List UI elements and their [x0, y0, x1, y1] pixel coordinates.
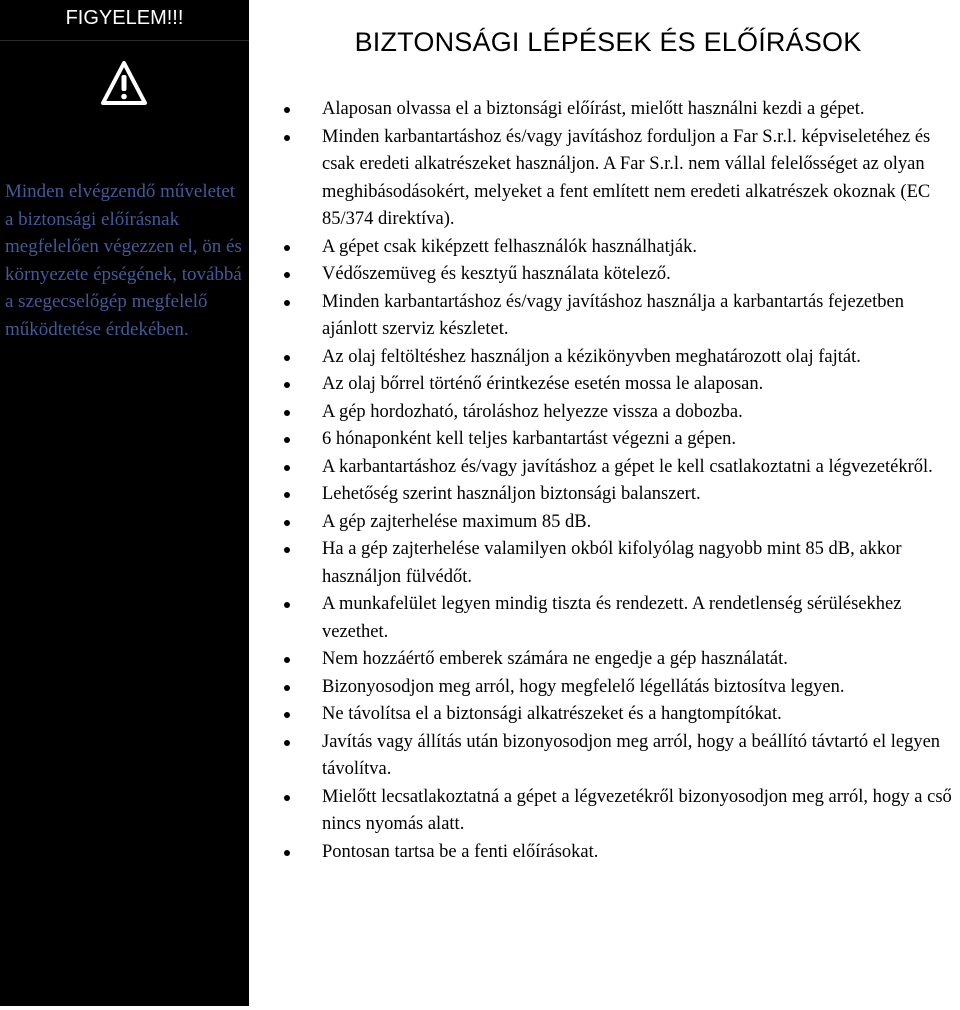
bullet-icon [284, 520, 290, 526]
rule-item [262, 124, 958, 234]
rule-item [262, 839, 958, 867]
rule-text: Az olaj feltöltéshez használjon a kézikönyvben meghatározott olaj fajtát. [322, 346, 861, 367]
rule-item [262, 591, 958, 646]
rule-text: Ne távolítsa el a biztonsági alkatrészeket és a hangtompítókat. [322, 704, 782, 724]
bullet-icon [284, 740, 290, 746]
bullet-icon [284, 135, 290, 141]
bullet-icon [284, 272, 290, 278]
rule-item [262, 674, 958, 702]
rule-text: Védőszemüveg és kesztyű használata kötelező. [322, 264, 671, 284]
rule-item [262, 646, 958, 674]
bullet-icon [284, 465, 290, 471]
bullet-icon [284, 437, 290, 443]
rule-text: Bizonyosodjon meg arról, hogy megfelelő légellátás biztosítva legyen. [322, 676, 845, 697]
rule-item [262, 234, 958, 262]
rule-text: Minden karbantartáshoz és/vagy javításhoz forduljon a Far S.r.l. képviseletéhez és csak eredeti alkatrészeket használjon. A Far S.r.l. nem vállal felelősséget az olyan meghibásodásokért, melyeket a fent említett nem eredeti alkatrészek okoznak (EC 85/374 direktíva). [322, 126, 931, 229]
bullet-icon [284, 657, 290, 663]
rule-text: Minden karbantartáshoz és/vagy javításhoz használja a karbantartás fejezetben ajánlott szerviz készletet. [322, 291, 904, 339]
bullet-icon [284, 410, 290, 416]
rule-text: A gép zajterhelése maximum 85 dB. [322, 511, 592, 532]
bullet-icon [284, 602, 290, 608]
rule-text: Ha a gép zajterhelése valamilyen okból kifolyólag nagyobb mint 85 dB, akkor használjon fülvédőt. [322, 539, 902, 587]
rule-item [262, 371, 958, 399]
rule-text: Pontosan tartsa be a fenti előírásokat. [322, 841, 599, 862]
rule-item [262, 426, 958, 454]
rule-item [262, 536, 958, 591]
rule-text: Alaposan olvassa el a biztonsági előírást, mielőtt használni kezdi a gépet. [322, 99, 865, 119]
rule-text: 6 hónaponként kell teljes karbantartást végezni a gépen. [322, 429, 737, 449]
rule-item [262, 729, 958, 784]
rule-item [262, 701, 958, 729]
rule-item [262, 454, 958, 482]
rule-item [262, 261, 958, 289]
rule-text: A gépet csak kiképzett felhasználók használhatják. [322, 236, 697, 257]
rule-item [262, 481, 958, 509]
rule-text: Nem hozzáértő emberek számára ne engedje a gép használatát. [322, 649, 788, 669]
bullet-icon [284, 107, 290, 113]
bullet-icon [284, 355, 290, 361]
warning-header: FIGYELEM!!! [0, 0, 249, 41]
rule-text: Javítás vagy állítás után bizonyosodjon meg arról, hogy a beállító távtartó el legyen távolítva. [322, 731, 941, 779]
rule-text: A karbantartáshoz és/vagy javításhoz a gépet le kell csatlakoztatni a légvezetékről. [322, 456, 933, 477]
bullet-icon [284, 850, 290, 856]
warning-sidebar [0, 0, 249, 1006]
warning-triangle-icon [100, 57, 148, 139]
bullet-icon [284, 492, 290, 498]
rule-text: Lehetőség szerint használjon biztonsági balanszert. [322, 484, 701, 504]
rule-item [262, 96, 958, 124]
bullet-icon [284, 382, 290, 388]
bullet-icon [284, 712, 290, 718]
bullet-icon [284, 547, 290, 553]
warning-text: Minden elvégzendő műveletet a biztonsági előírásnak megfelelően végezzen el, ön és környezete épségének, továbbá a szegecselőgép megfelelő működtetése érdekében. [5, 181, 242, 340]
safety-rules-list [262, 96, 958, 866]
bullet-icon [284, 300, 290, 306]
rule-text: Mielőtt lecsatlakoztatná a gépet a légvezetékről bizonyosodjon meg arról, hogy a cső nincs nyomás alatt. [322, 786, 952, 834]
rule-item [262, 784, 958, 839]
rule-item [262, 509, 958, 537]
rule-item [262, 399, 958, 427]
bullet-icon [284, 795, 290, 801]
rule-item [262, 344, 958, 372]
rule-text: Az olaj bőrrel történő érintkezése esetén mossa le alaposan. [322, 374, 764, 394]
page-title: BIZTONSÁGI LÉPÉSEK ÉS ELŐÍRÁSOK [354, 27, 862, 57]
rule-item [262, 289, 958, 344]
rule-text: A munkafelület legyen mindig tiszta és rendezett. A rendetlenség sérülésekhez vezethet. [322, 594, 902, 642]
rule-text: A gép hordozható, tároláshoz helyezze vissza a dobozba. [322, 401, 743, 422]
bullet-icon [284, 685, 290, 691]
bullet-icon [284, 245, 290, 251]
